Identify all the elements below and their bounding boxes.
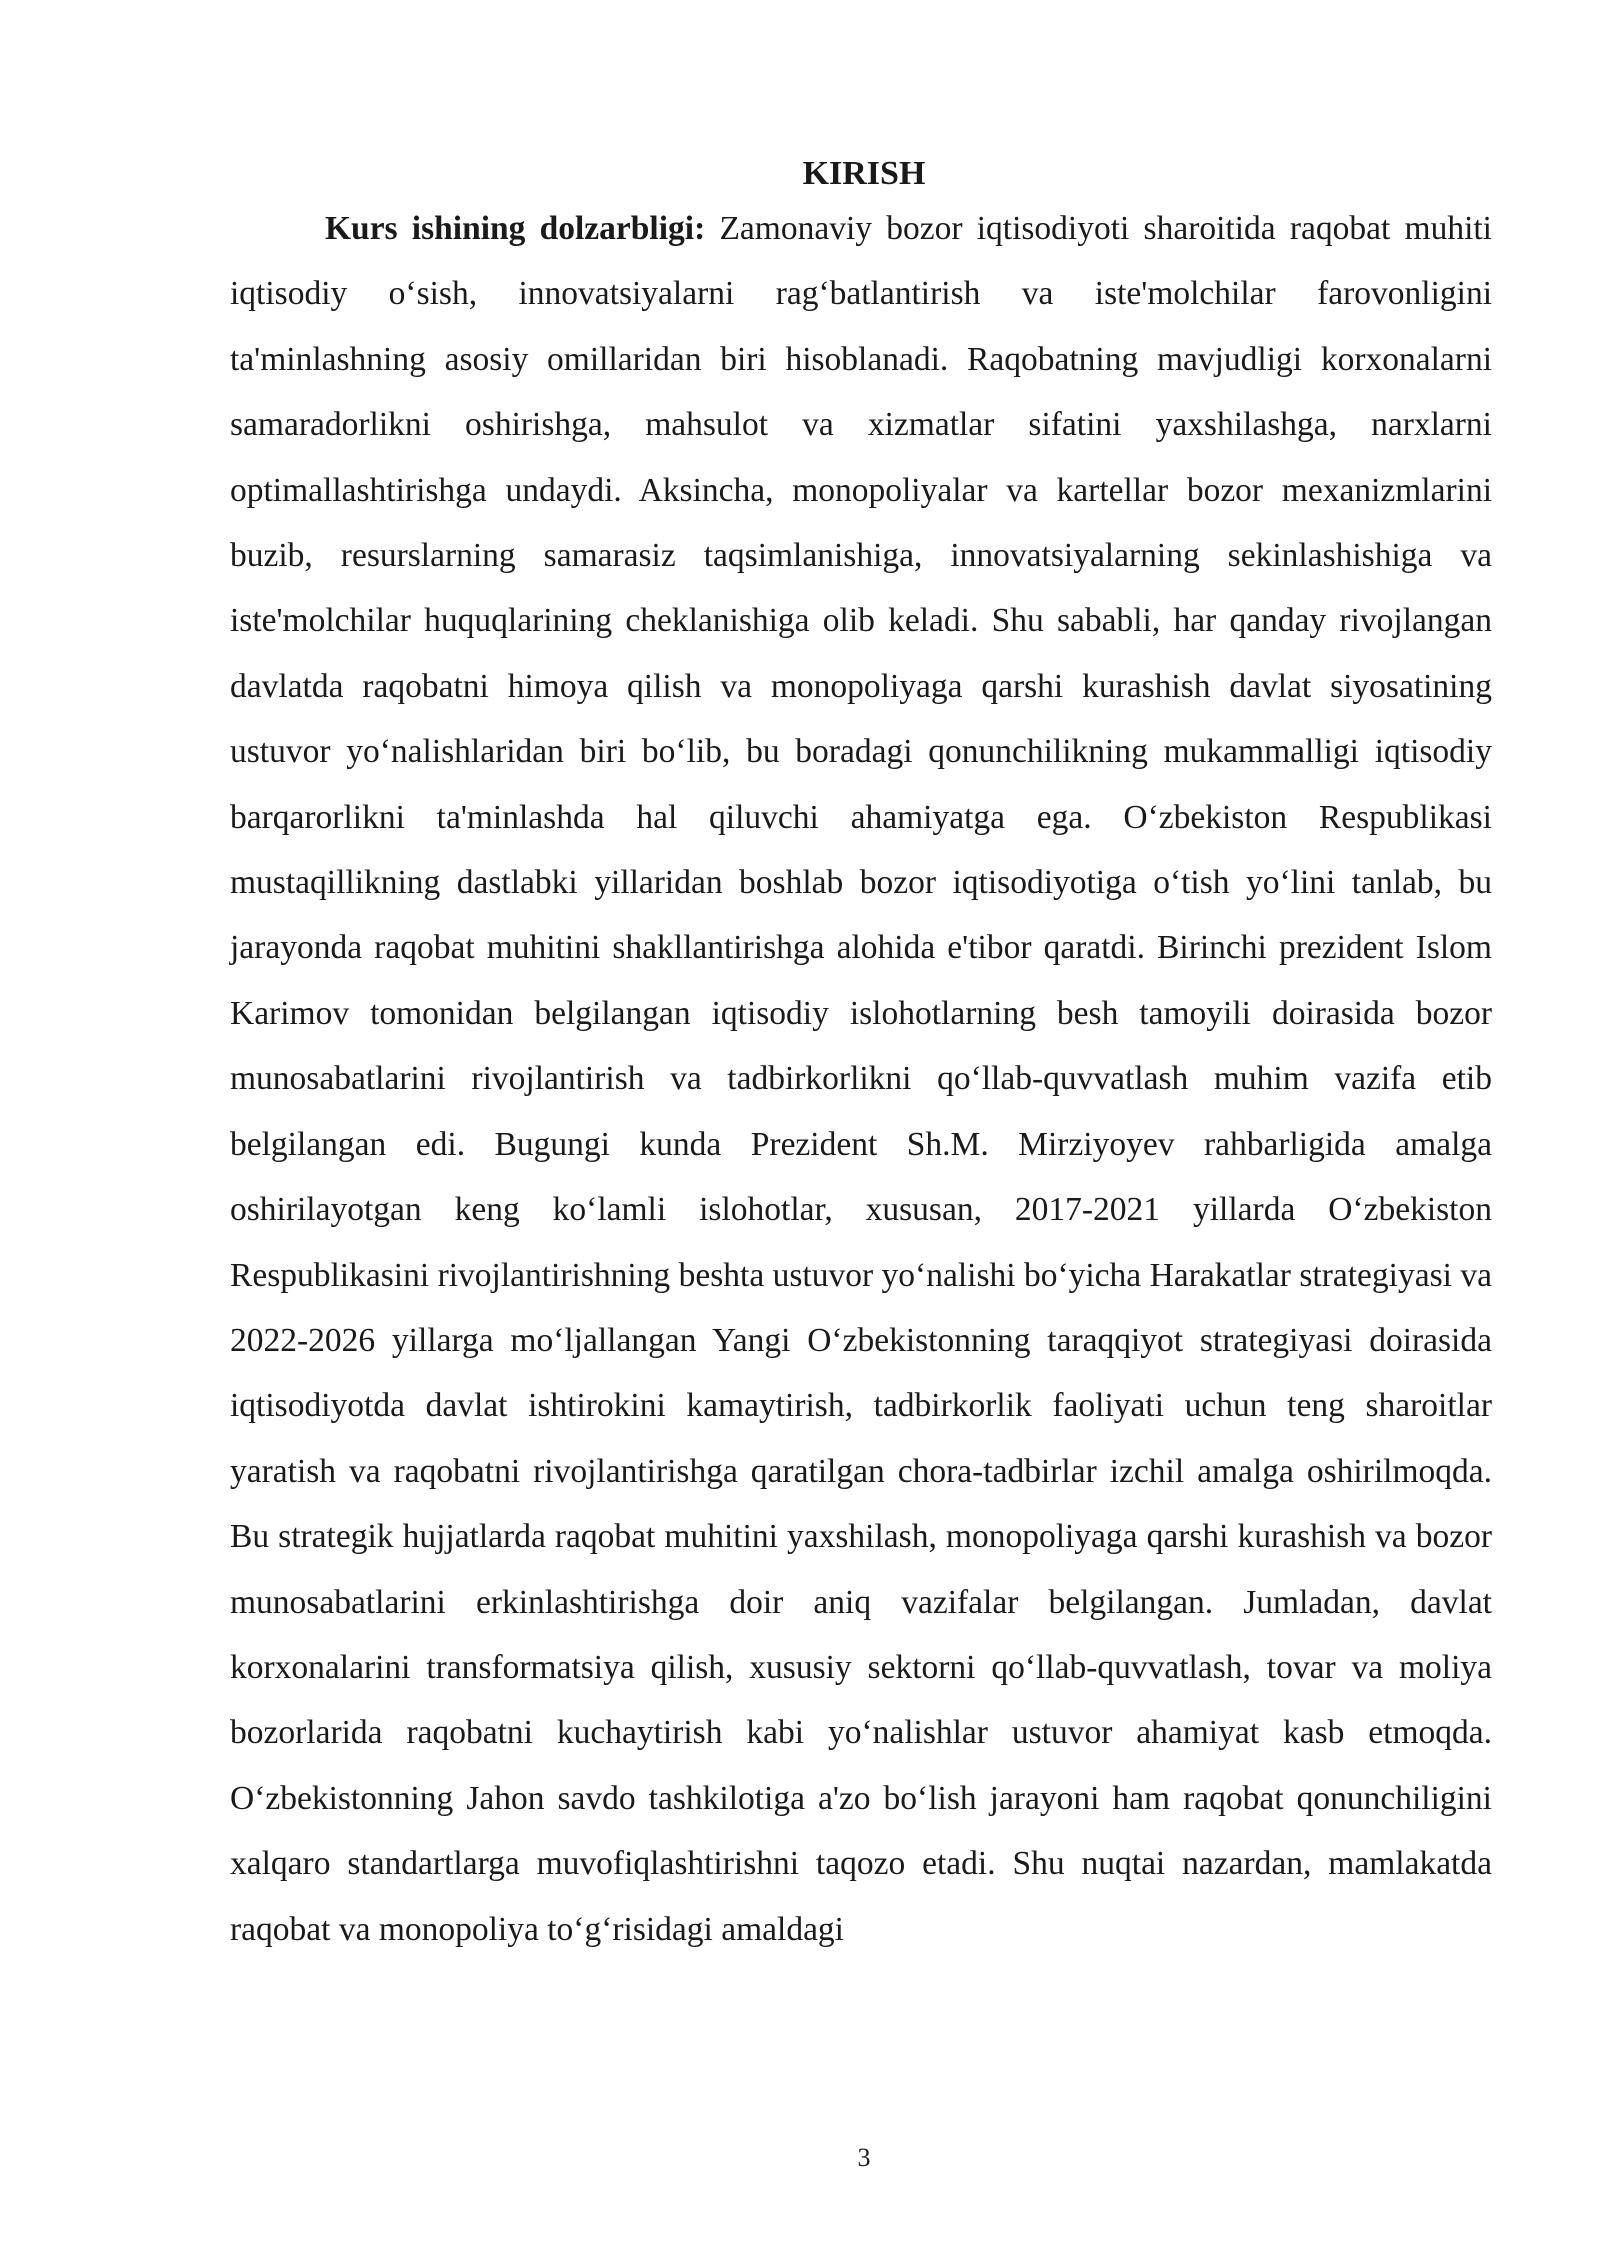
body-paragraph bbox=[230, 196, 1492, 1962]
paragraph-lead: Kurs ishining dolzarbligi: bbox=[325, 210, 706, 247]
section-heading: KIRISH bbox=[802, 155, 926, 192]
page-number: 3 bbox=[857, 2143, 871, 2172]
paragraph-body: Zamonaviy bozor iqtisodiyoti sharoitida raqobat muhiti iqtisodiy o‘sish, innovatsiyalarni rag‘batlantirish va iste'molchilar farovonligini ta'minlashning asosiy omillaridan biri hisoblanadi. Raqobatning mavjudligi korxonalarni samaradorlikni oshirishga, mahsulot va xizmatlar sifatini yaxshilashga, narxlarni optimallashtirishga undaydi. Aksincha, monopoliyalar va kartellar bozor mexanizmlarini buzib, resurslarning samarasiz taqsimlanishiga, innovatsiyalarning sekinlashishiga va iste'molchilar huquqlarining cheklanishiga olib keladi. Shu sababli, har qanday rivojlangan davlatda raqobatni himoya qilish va monopoliyaga qarshi kurashish davlat siyosatining ustuvor yo‘nalishlaridan biri bo‘lib, bu boradagi qonunchilikning mukammalligi iqtisodiy barqarorlikni ta'minlashda hal qiluvchi ahamiyatga ega. O‘zbekiston Respublikasi mustaqillikning dastlabki yillaridan boshlab bozor iqtisodiyotiga o‘tish yo‘lini tanlab, bu jarayonda raqobat muhitini shakllantirishga alohida e'tibor qaratdi. Birinchi prezident Islom Karimov tomonidan belgilangan iqtisodiy islohotlarning besh tamoyili doirasida bozor munosabatlarini rivojlantirish va tadbirkorlikni qo‘llab-quvvatlash muhim vazifa etib belgilangan edi. Bugungi kunda Prezident Sh.M. Mirziyoyev rahbarligida amalga oshirilayotgan keng ko‘lamli islohotlar, xususan, 2017-2021 yillarda O‘zbekiston Respublikasini rivojlantirishning beshta ustuvor yo‘nalishi bo‘yicha Harakatlar strategiyasi va 2022-2026 yillarga mo‘ljallangan Yangi O‘zbekistonning taraqqiyot strategiyasi doirasida iqtisodiyotda davlat ishtirokini kamaytirish, tadbirkorlik faoliyati uchun teng sharoitlar yaratish va raqobatni rivojlantirishga qaratilgan chora-tadbirlar izchil amalga oshirilmoqda. Bu strategik hujjatlarda raqobat muhitini yaxshilash, monopoliyaga qarshi kurashish va bozor munosabatlarini erkinlashtirishga doir aniq vazifalar belgilangan. Jumladan, davlat korxonalarini transformatsiya qilish, xususiy sektorni qo‘llab-quvvatlash, tovar va moliya bozorlarida raqobatni kuchaytirish kabi yo‘nalishlar ustuvor ahamiyat kasb etmoqda. O‘zbekistonning Jahon savdo tashkilotiga a'zo bo‘lish jarayoni ham raqobat qonunchiligini xalqaro standartlarga muvofiqlashtirishni taqozo etadi. Shu nuqtai nazardan, mamlakatda raqobat va monopoliya to‘g‘risidagi amaldagi bbox=[230, 210, 1492, 1948]
